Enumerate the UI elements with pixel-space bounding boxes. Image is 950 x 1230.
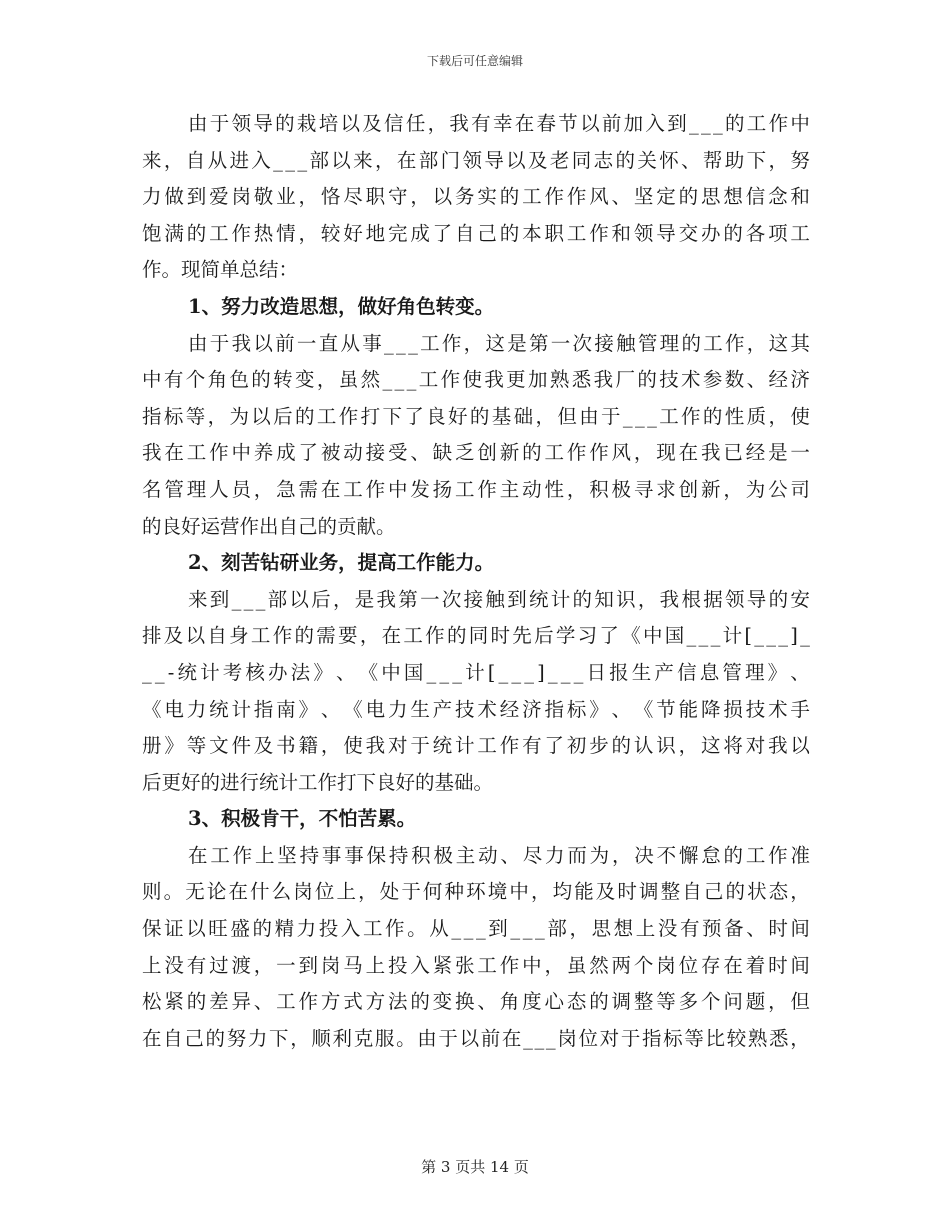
text-line: 的良好运营作出自己的贡献。: [142, 514, 396, 538]
page-footer: 第 3 页共 14 页: [421, 1158, 529, 1176]
text-line: 册 》 等 文 件 及 书 籍 ， 使 我 对 于 统 计 工 作 有 了 初 步 的 认 识 ， 这 将 对 我 以: [142, 734, 810, 758]
text-line: 饱 满 的 工 作 热 情 ， 较 好 地 完 成 了 自 己 的 本 职 工 作 和 领 导 交 办 的 各 项 工: [142, 221, 810, 245]
document-body: [142, 106, 810, 1057]
text-line: 由 于 我 以 前 一 直 从 事 _ _ _ 工 作 ， 这 是 第 一 次 接 触 管 理 的 工 作 ， 这 其: [188, 331, 810, 355]
text-line: 在 工 作 上 坚 持 事 事 保 持 积 极 主 动 、 尽 力 而 为 ， 决 不 懈 怠 的 工 作 准: [188, 843, 810, 867]
text-line: 则 。 无 论 在 什 么 岗 位 上 ， 处 于 何 种 环 境 中 ， 均 能 及 时 调 整 自 己 的 状 态 ，: [142, 880, 810, 904]
text-line: 《 电 力 统 计 指 南 》 、 《 电 力 生 产 技 术 经 济 指 标 》 、 《 节 能 降 损 技 术 手: [142, 697, 810, 721]
page-header: 下载后可任意编辑: [426, 54, 523, 68]
text-line: 排 及 以 自 身 工 作 的 需 要 ， 在 工 作 的 同 时 先 后 学 习 了 《 中 国 _ _ _ 计 [ _ _ _ ] _: [142, 624, 810, 648]
text-line: 上 没 有 过 渡 ， 一 到 岗 马 上 投 入 紧 张 工 作 中 ， 虽 然 两 个 岗 位 存 在 着 时 间: [142, 953, 810, 977]
text-line: 力 做 到 爱 岗 敬 业 ， 恪 尽 职 守 ， 以 务 实 的 工 作 作 风 、 坚 定 的 思 想 信 念 和: [142, 185, 810, 209]
section-heading: 1、努力改造思想，做好角色转变。: [188, 294, 495, 318]
text-line: 松 紧 的 差 异 、 工 作 方 式 方 法 的 变 换 、 角 度 心 态 的 调 整 等 多 个 问 题 ， 但: [142, 990, 810, 1014]
text-line: 我 在 工 作 中 养 成 了 被 动 接 受 、 缺 乏 创 新 的 工 作 作 风 ， 现 在 我 已 经 是 一: [142, 441, 810, 465]
text-line: 保 证 以 旺 盛 的 精 力 投 入 工 作 。 从 _ _ _ 到 _ _ _ 部 ， 思 想 上 没 有 预 备 、 时 间: [142, 917, 810, 941]
text-line: 作。现简单总结：: [142, 258, 299, 282]
text-line: 中 有 个 角 色 的 转 变 ， 虽 然 _ _ _ 工 作 使 我 更 加 熟 悉 我 厂 的 技 术 参 数 、 经 济: [142, 368, 810, 392]
text-line: _ _ - 统 计 考 核 办 法 》 、 《 中 国 _ _ _ 计 [ _ _ _ ] _ _ _ 日 报 生 产 信 息 管 理 》 、: [142, 660, 810, 684]
text-line: 来 ， 自 从 进 入 _ _ _ 部 以 来 ， 在 部 门 领 导 以 及 老 同 志 的 关 怀 、 帮 助 下 ， 努: [142, 148, 810, 172]
section-heading: 2、刻苦钻研业务，提高工作能力。: [188, 551, 495, 575]
text-line: 后更好的进行统计工作打下良好的基础。: [142, 770, 494, 794]
text-line: 在 自 己 的 努 力 下 ， 顺 利 克 服 。 由 于 以 前 在 _ _ _ 岗 位 对 于 指 标 等 比 较 熟 悉 ，: [142, 1026, 810, 1050]
text-line: 指 标 等 ， 为 以 后 的 工 作 打 下 了 良 好 的 基 础 ， 但 由 于 _ _ _ 工 作 的 性 质 ， 使: [142, 404, 810, 428]
text-line: 名 管 理 人 员 ， 急 需 在 工 作 中 发 扬 工 作 主 动 性 ， 积 极 寻 求 创 新 ， 为 公 司: [142, 477, 810, 501]
text-line: 由 于 领 导 的 栽 培 以 及 信 任 ， 我 有 幸 在 春 节 以 前 加 入 到 _ _ _ 的 工 作 中: [188, 112, 810, 135]
text-line: 来 到 _ _ _ 部 以 后 ， 是 我 第 一 次 接 触 到 统 计 的 知 识 ， 我 根 据 领 导 的 安: [188, 587, 810, 611]
section-heading: 3、积极肯干，不怕苦累。: [188, 807, 417, 831]
